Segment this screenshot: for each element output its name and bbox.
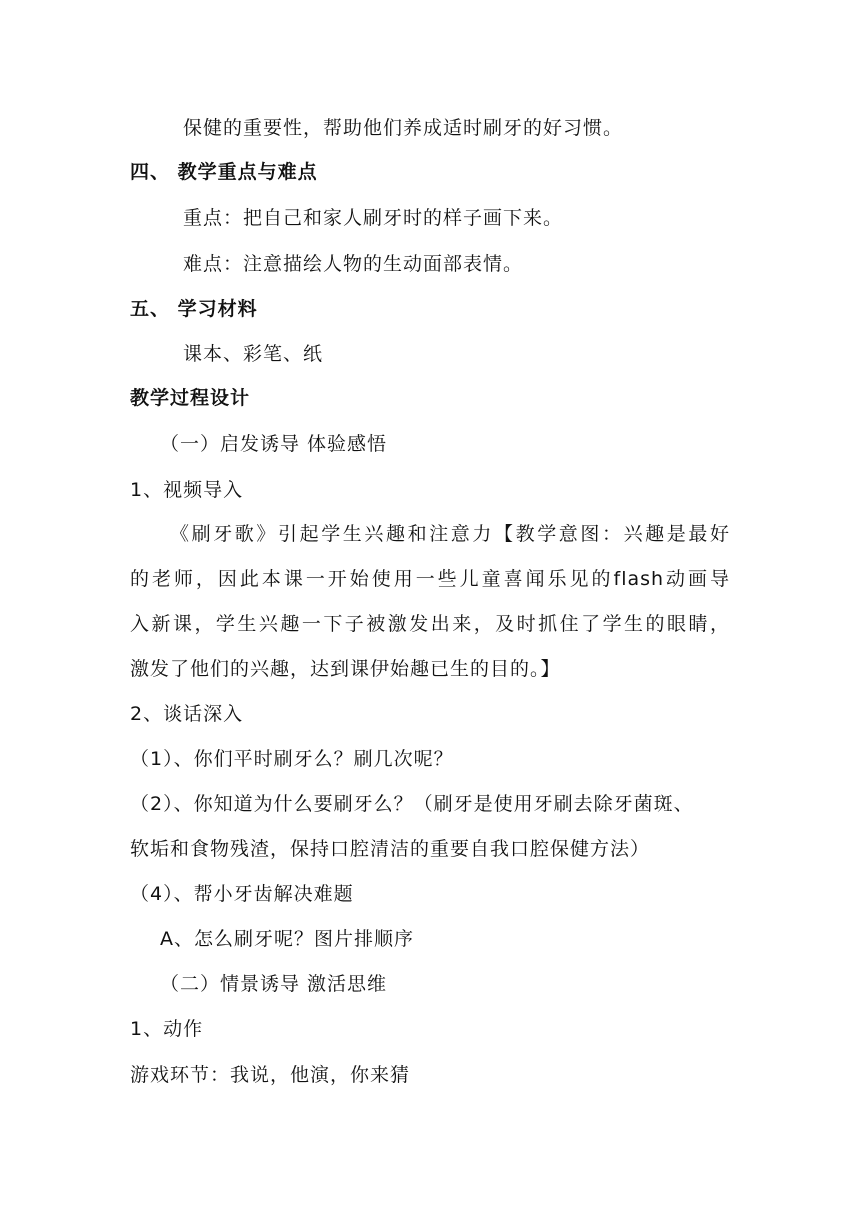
paragraph-line: 游戏环节：我说，他演，你来猜 (130, 1064, 411, 1086)
paragraph-line: 课本、彩笔、纸 (183, 343, 324, 365)
paragraph-line: 重点：把自己和家人刷牙时的样子画下来。 (183, 207, 564, 229)
paragraph-line: 2、谈话深入 (130, 703, 244, 725)
paragraph-line: （1）、你们平时刷牙么？刷几次呢？ (130, 748, 454, 770)
paragraph-line: A、怎么刷牙呢？图片排顺序 (160, 928, 414, 950)
section-heading: 五、 学习材料 (130, 298, 258, 320)
paragraph-line: （2）、你知道为什么要刷牙么？（刷牙是使用牙刷去除牙菌斑、 (130, 793, 694, 815)
paragraph-line: 的老师，因此本课一开始使用一些儿童喜闻乐见的flash动画导 (130, 568, 730, 590)
subsection-heading: （二）情景诱导 激活思维 (160, 973, 388, 995)
subsection-heading: （一）启发诱导 体验感悟 (160, 433, 388, 455)
paragraph-line: 软垢和食物残渣，保持口腔清洁的重要自我口腔保健方法） (130, 838, 651, 860)
section-heading: 四、 教学重点与难点 (130, 161, 318, 183)
paragraph-line: 入新课，学生兴趣一下子被激发出来，及时抓住了学生的眼睛， (130, 613, 730, 635)
paragraph-line: 1、动作 (130, 1018, 204, 1040)
paragraph-line: 保健的重要性，帮助他们养成适时刷牙的好习惯。 (183, 117, 624, 139)
paragraph-line: 《刷牙歌》引起学生兴趣和注意力【教学意图：兴趣是最好 (170, 523, 730, 545)
paragraph-line: 激发了他们的兴趣，达到课伊始趣已生的目的。】 (130, 658, 561, 680)
paragraph-line: 1、视频导入 (130, 479, 244, 501)
section-heading: 教学过程设计 (130, 387, 251, 409)
paragraph-line: （4）、帮小牙齿解决难题 (130, 883, 354, 905)
paragraph-line: 难点：注意描绘人物的生动面部表情。 (183, 253, 524, 275)
